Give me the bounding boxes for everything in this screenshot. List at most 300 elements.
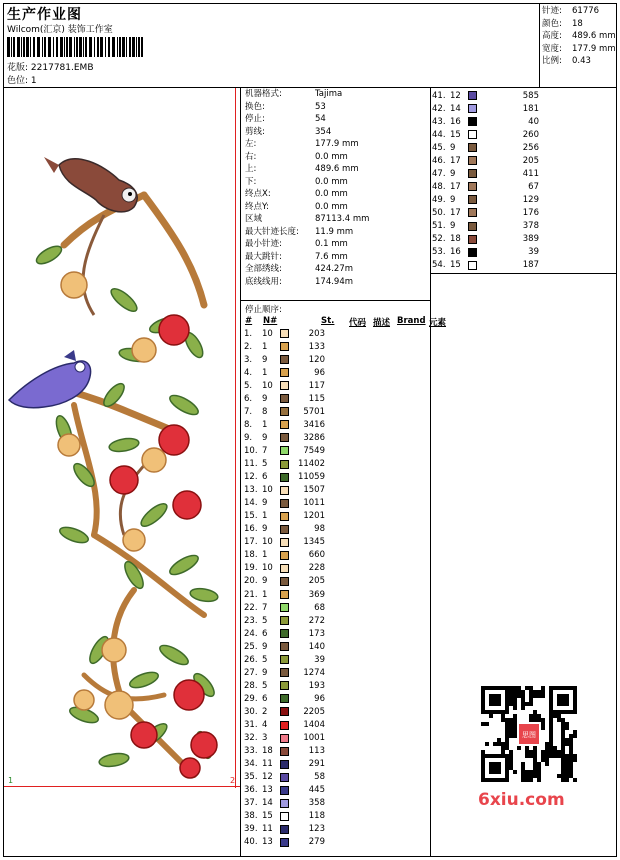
color-stop-row bbox=[244, 692, 325, 705]
needle-number: 9 bbox=[450, 142, 456, 153]
stop-index: 45. bbox=[432, 142, 446, 153]
col-code: 代码 bbox=[349, 318, 367, 328]
col-desc: 描述 bbox=[373, 318, 391, 328]
info-value: 7.6 mm bbox=[315, 251, 348, 262]
color-stop-row bbox=[244, 340, 325, 353]
col-brand: Brand bbox=[397, 316, 426, 326]
stitch-count: 96 bbox=[314, 367, 325, 378]
stop-index: 50. bbox=[432, 207, 446, 218]
stop-index: 46. bbox=[432, 155, 446, 166]
stop-index: 23. bbox=[244, 615, 258, 626]
info-key: 区域 bbox=[245, 214, 263, 224]
needle-number: 15 bbox=[450, 260, 461, 271]
barcode bbox=[7, 37, 143, 57]
info-row bbox=[245, 88, 369, 101]
info-key: 最大针迹长度: bbox=[245, 226, 299, 237]
stitch-count: 118 bbox=[308, 811, 325, 822]
needle-number: 10 bbox=[262, 328, 273, 339]
color-stop-row bbox=[432, 141, 539, 154]
needle-number: 9 bbox=[262, 667, 268, 678]
needle-number: 7 bbox=[262, 445, 268, 456]
needle-number: 9 bbox=[262, 524, 268, 535]
stop-index: 26. bbox=[244, 654, 258, 665]
color-stop-row bbox=[432, 246, 539, 259]
stop-index: 34. bbox=[244, 759, 258, 770]
brown-bird-icon bbox=[44, 157, 137, 212]
stitch-count: 358 bbox=[308, 798, 325, 809]
info-key: 下: bbox=[245, 176, 257, 187]
guide-marker-left: 1 bbox=[8, 776, 14, 785]
info-key: 终点Y: bbox=[245, 201, 269, 212]
color-swatch bbox=[280, 773, 289, 782]
stitch-count: 389 bbox=[522, 234, 539, 245]
color-stop-row bbox=[432, 167, 539, 180]
stitch-count: 203 bbox=[308, 328, 325, 339]
stop-index: 1. bbox=[244, 328, 253, 339]
needle-number: 9 bbox=[262, 393, 268, 404]
stitch-count: 133 bbox=[308, 341, 325, 352]
color-swatch bbox=[468, 91, 477, 100]
stitch-count: 7549 bbox=[303, 445, 325, 456]
info-row bbox=[245, 113, 369, 126]
color-swatch bbox=[468, 222, 477, 231]
seal-text: 思图 bbox=[522, 731, 536, 740]
needle-number: 10 bbox=[262, 485, 273, 496]
stitch-count: 120 bbox=[308, 354, 325, 365]
stop-index: 42. bbox=[432, 103, 446, 114]
color-stop-row bbox=[432, 115, 539, 128]
stitch-count: 115 bbox=[308, 393, 325, 404]
color-stop-row bbox=[432, 233, 539, 246]
color-swatch bbox=[280, 681, 289, 690]
color-swatch bbox=[280, 473, 289, 482]
machine-info bbox=[245, 88, 369, 288]
color-stop-row bbox=[432, 102, 539, 115]
needle-number: 11 bbox=[262, 824, 273, 835]
info-value: 53 bbox=[315, 101, 326, 112]
stitch-count: 140 bbox=[308, 641, 325, 652]
color-swatch bbox=[280, 420, 289, 429]
stop-index: 2. bbox=[244, 341, 253, 352]
color-stop-row bbox=[244, 732, 325, 745]
column-divider bbox=[430, 87, 431, 857]
needle-number: 10 bbox=[262, 563, 273, 574]
stop-index: 12. bbox=[244, 472, 258, 483]
color-stop-row bbox=[244, 575, 325, 588]
info-value: 354 bbox=[315, 126, 332, 137]
color-swatch bbox=[280, 707, 289, 716]
info-row bbox=[245, 226, 369, 239]
stop-index: 7. bbox=[244, 406, 253, 417]
info-value: 0.1 mm bbox=[315, 239, 348, 249]
color-swatch bbox=[280, 538, 289, 547]
color-stop-row bbox=[244, 418, 325, 431]
needle-number: 18 bbox=[450, 234, 461, 245]
summary-panel bbox=[542, 5, 616, 68]
color-swatch bbox=[280, 394, 289, 403]
info-key: 机器格式: bbox=[245, 89, 282, 99]
color-swatch bbox=[280, 812, 289, 821]
stitch-count: 113 bbox=[308, 746, 325, 757]
color-stop-row bbox=[244, 510, 325, 523]
stop-index: 30. bbox=[244, 706, 258, 717]
color-stop-row bbox=[432, 220, 539, 233]
stitch-count: 1345 bbox=[303, 537, 325, 548]
color-swatch bbox=[280, 499, 289, 508]
art-divider bbox=[240, 87, 241, 857]
stitch-count: 369 bbox=[308, 589, 325, 600]
info-row bbox=[245, 188, 369, 201]
stop-index: 3. bbox=[244, 354, 253, 365]
col-stitches: St. bbox=[321, 316, 335, 326]
stitch-count: 205 bbox=[522, 155, 539, 166]
stitch-count: 279 bbox=[308, 837, 325, 848]
purple-bird-icon bbox=[9, 350, 91, 408]
color-swatch bbox=[280, 616, 289, 625]
stop-index: 52. bbox=[432, 234, 446, 245]
color-swatch bbox=[280, 629, 289, 638]
color-swatch bbox=[280, 564, 289, 573]
info-row bbox=[245, 276, 369, 289]
needle-number: 18 bbox=[262, 746, 273, 757]
needle-number: 7 bbox=[262, 602, 268, 613]
needle-number: 1 bbox=[262, 419, 268, 430]
fruit-icon bbox=[58, 272, 166, 719]
stop-index: 4. bbox=[244, 367, 253, 378]
stop-index: 53. bbox=[432, 247, 446, 258]
stitch-count: 260 bbox=[522, 129, 539, 140]
needle-number: 15 bbox=[262, 811, 273, 822]
color-swatch bbox=[468, 156, 477, 165]
company-name: Wilcom(汇京) 装饰工作室 bbox=[7, 25, 113, 35]
info-row bbox=[245, 251, 369, 264]
stop-index: 9. bbox=[244, 432, 253, 443]
needle-number: 1 bbox=[262, 341, 268, 352]
summary-width: 宽度: 177.9 mm bbox=[542, 43, 616, 54]
color-stop-row bbox=[244, 627, 325, 640]
stop-index: 27. bbox=[244, 667, 258, 678]
stitch-count: 3286 bbox=[303, 432, 325, 443]
stitch-count: 67 bbox=[528, 181, 539, 192]
stop-index: 22. bbox=[244, 602, 258, 613]
stitch-count: 256 bbox=[522, 142, 539, 153]
color-swatch bbox=[468, 130, 477, 139]
guide-line-vertical bbox=[235, 88, 236, 788]
info-key: 最小针迹: bbox=[245, 239, 282, 249]
stitch-count: 39 bbox=[528, 247, 539, 258]
color-stop-row bbox=[244, 810, 325, 823]
summary-scale: 比例: 0.43 bbox=[542, 56, 591, 66]
stop-index: 48. bbox=[432, 181, 446, 192]
color-swatch bbox=[280, 512, 289, 521]
color-stop-row bbox=[244, 392, 325, 405]
color-stop-row bbox=[244, 666, 325, 679]
stitch-count: 11059 bbox=[297, 472, 325, 483]
color-stop-row bbox=[432, 193, 539, 206]
stitch-count: 1274 bbox=[303, 667, 325, 678]
page-title: 生产作业图 bbox=[7, 7, 82, 23]
color-stop-row bbox=[244, 614, 325, 627]
stitch-count: 228 bbox=[308, 563, 325, 574]
color-swatch bbox=[280, 838, 289, 847]
needle-number: 16 bbox=[450, 116, 461, 127]
info-key: 全部绣线: bbox=[245, 264, 282, 274]
stitch-count: 173 bbox=[308, 628, 325, 639]
color-stop-row bbox=[432, 154, 539, 167]
summary-colors: 颜色: 18 bbox=[542, 18, 583, 29]
color-stop-row bbox=[244, 379, 325, 392]
stop-index: 15. bbox=[244, 511, 258, 522]
col-element: 元素 bbox=[429, 318, 447, 328]
qr-code bbox=[471, 680, 587, 808]
color-swatch bbox=[280, 721, 289, 730]
stop-index: 5. bbox=[244, 380, 253, 391]
color-swatch bbox=[280, 590, 289, 599]
color-swatch bbox=[280, 525, 289, 534]
color-swatch bbox=[280, 734, 289, 743]
info-row bbox=[245, 238, 369, 251]
color-swatch bbox=[280, 446, 289, 455]
stitch-count: 660 bbox=[308, 550, 325, 561]
needle-number: 9 bbox=[262, 641, 268, 652]
guide-marker-right: 2 bbox=[230, 776, 236, 785]
stop-index: 31. bbox=[244, 720, 258, 730]
needle-number: 13 bbox=[262, 785, 273, 796]
color-swatch bbox=[280, 642, 289, 651]
color-swatch bbox=[280, 407, 289, 416]
needle-number: 16 bbox=[450, 247, 461, 258]
stop-index: 11. bbox=[244, 459, 258, 469]
info-row bbox=[245, 151, 369, 164]
color-swatch bbox=[468, 182, 477, 191]
color-stop-row bbox=[244, 758, 325, 771]
color-stop-row bbox=[244, 327, 325, 340]
info-key: 底线线用: bbox=[245, 276, 282, 287]
color-swatch bbox=[280, 433, 289, 442]
needle-number: 17 bbox=[450, 181, 461, 192]
stitch-count: 205 bbox=[308, 576, 325, 587]
color-swatch bbox=[280, 655, 289, 664]
info-row bbox=[245, 213, 369, 226]
needle-number: 9 bbox=[450, 221, 456, 231]
summary-height: 高度: 489.6 mm bbox=[542, 31, 616, 41]
needle-number: 9 bbox=[262, 432, 268, 443]
color-swatch bbox=[280, 603, 289, 612]
stitch-count: 1201 bbox=[303, 511, 325, 522]
color-swatch bbox=[280, 747, 289, 756]
stitch-count: 2205 bbox=[303, 706, 325, 717]
color-swatch bbox=[280, 786, 289, 795]
stop-index: 32. bbox=[244, 733, 258, 744]
needle-number: 6 bbox=[262, 628, 268, 639]
col-num: # bbox=[245, 316, 253, 326]
stop-index: 24. bbox=[244, 628, 258, 639]
needle-number: 1 bbox=[262, 367, 268, 378]
color-stop-row bbox=[244, 562, 325, 575]
needle-number: 15 bbox=[450, 129, 461, 140]
color-stop-row bbox=[244, 366, 325, 379]
needle-number: 6 bbox=[262, 472, 268, 483]
stop-sequence-title: 停止顺序: bbox=[245, 305, 282, 315]
stop-index: 39. bbox=[244, 824, 258, 835]
info-key: 剪线: bbox=[245, 126, 265, 137]
color-stop-row bbox=[244, 497, 325, 510]
color-stop-row bbox=[244, 745, 325, 758]
color-stop-row bbox=[244, 536, 325, 549]
needle-number: 5 bbox=[262, 654, 268, 665]
color-swatch bbox=[468, 248, 477, 257]
stitch-count: 272 bbox=[308, 615, 325, 626]
stop-index: 49. bbox=[432, 194, 446, 205]
info-key: 左: bbox=[245, 139, 257, 149]
stop-index: 25. bbox=[244, 641, 258, 652]
needle-number: 4 bbox=[262, 720, 268, 730]
info-key: 最大跳针: bbox=[245, 251, 282, 262]
stop-index: 19. bbox=[244, 563, 258, 574]
stitch-count: 1404 bbox=[303, 720, 325, 730]
color-swatch bbox=[280, 381, 289, 390]
info-key: 换色: bbox=[245, 101, 265, 112]
info-key: 右: bbox=[245, 151, 257, 162]
stop-index: 6. bbox=[244, 393, 253, 404]
stop-index: 41. bbox=[432, 90, 446, 101]
stop-index: 35. bbox=[244, 772, 258, 783]
stitch-count: 68 bbox=[314, 602, 325, 613]
color-stop-row bbox=[244, 549, 325, 562]
color-stop-row bbox=[244, 601, 325, 614]
stop-index: 43. bbox=[432, 116, 446, 127]
color-swatch bbox=[468, 235, 477, 244]
stop-index: 51. bbox=[432, 221, 446, 231]
needle-number: 12 bbox=[262, 772, 273, 783]
guide-line-horizontal bbox=[4, 786, 240, 787]
info-row bbox=[245, 138, 369, 151]
stop-index: 38. bbox=[244, 811, 258, 822]
needle-number: 10 bbox=[262, 380, 273, 391]
info-value: 424.27m bbox=[315, 264, 354, 274]
colorway-line bbox=[7, 73, 37, 86]
stitch-count: 1001 bbox=[303, 733, 325, 744]
color-swatch bbox=[280, 760, 289, 769]
stitch-count: 193 bbox=[308, 680, 325, 691]
color-swatch bbox=[468, 261, 477, 270]
stop-index: 10. bbox=[244, 445, 258, 456]
stitch-count: 3416 bbox=[303, 419, 325, 430]
color-swatch bbox=[280, 825, 289, 834]
color-stop-row bbox=[244, 784, 325, 797]
right-list-divider bbox=[430, 273, 617, 274]
color-swatch bbox=[468, 195, 477, 204]
needle-number: 2 bbox=[262, 706, 268, 717]
stop-index: 44. bbox=[432, 129, 446, 140]
needle-number: 9 bbox=[262, 354, 268, 365]
color-stop-row bbox=[432, 89, 539, 102]
stitch-count: 445 bbox=[308, 785, 325, 796]
color-stop-row bbox=[244, 405, 325, 418]
color-stop-row bbox=[244, 705, 325, 718]
color-swatch bbox=[280, 577, 289, 586]
colorway-value: 1 bbox=[30, 76, 37, 86]
color-swatch bbox=[280, 329, 289, 338]
info-value: 0.0 mm bbox=[315, 201, 348, 212]
info-value: 0.0 mm bbox=[315, 151, 348, 162]
info-row bbox=[245, 163, 369, 176]
color-swatch bbox=[280, 694, 289, 703]
info-value: 0.0 mm bbox=[315, 189, 348, 199]
stitch-count: 378 bbox=[522, 221, 539, 231]
stop-index: 8. bbox=[244, 419, 253, 430]
color-stop-row bbox=[244, 431, 325, 444]
color-stop-row bbox=[244, 640, 325, 653]
color-stop-row bbox=[432, 180, 539, 193]
color-swatch bbox=[280, 668, 289, 677]
stitch-count: 98 bbox=[314, 524, 325, 535]
stop-index: 29. bbox=[244, 693, 258, 704]
info-value: 11.9 mm bbox=[315, 226, 354, 237]
color-stop-row bbox=[432, 128, 539, 141]
info-row bbox=[245, 201, 369, 214]
needle-number: 11 bbox=[262, 759, 273, 770]
stitch-count: 40 bbox=[528, 116, 539, 127]
stop-index: 47. bbox=[432, 168, 446, 179]
col-needle: N# bbox=[263, 316, 278, 326]
colorway-label: 色位: bbox=[7, 76, 29, 86]
stop-index: 16. bbox=[244, 524, 258, 535]
stop-index: 17. bbox=[244, 537, 258, 548]
color-stop-row bbox=[244, 588, 325, 601]
needle-number: 6 bbox=[262, 693, 268, 704]
color-stop-row bbox=[244, 523, 325, 536]
stitch-count: 96 bbox=[314, 693, 325, 704]
color-swatch bbox=[468, 104, 477, 113]
design-label: 花版: bbox=[7, 63, 29, 73]
design-value: 2217781.EMB bbox=[30, 63, 94, 73]
stitch-count: 187 bbox=[522, 260, 539, 271]
stitch-count: 1507 bbox=[303, 485, 325, 496]
stitch-count: 39 bbox=[314, 654, 325, 665]
stitch-count: 585 bbox=[522, 90, 539, 101]
color-swatch bbox=[280, 799, 289, 808]
needle-number: 3 bbox=[262, 733, 268, 744]
color-stop-row bbox=[432, 259, 539, 272]
color-swatch bbox=[280, 551, 289, 560]
color-swatch bbox=[468, 117, 477, 126]
color-stop-row bbox=[244, 836, 325, 849]
needle-number: 8 bbox=[262, 406, 268, 417]
color-stop-row bbox=[244, 771, 325, 784]
stitch-count: 123 bbox=[308, 824, 325, 835]
stop-index: 33. bbox=[244, 746, 258, 757]
stop-index: 28. bbox=[244, 680, 258, 691]
needle-number: 13 bbox=[262, 837, 273, 848]
needle-number: 10 bbox=[262, 537, 273, 548]
info-key: 停止: bbox=[245, 114, 265, 124]
info-row bbox=[245, 101, 369, 114]
info-value: 489.6 mm bbox=[315, 164, 359, 174]
stitch-count: 181 bbox=[522, 103, 539, 114]
color-swatch bbox=[280, 460, 289, 469]
needle-number: 9 bbox=[450, 194, 456, 205]
stop-index: 37. bbox=[244, 798, 258, 809]
needle-number: 5 bbox=[262, 459, 268, 469]
stitch-count: 1011 bbox=[303, 498, 325, 509]
color-swatch bbox=[280, 342, 289, 351]
info-row bbox=[245, 126, 369, 139]
summary-divider bbox=[539, 3, 540, 87]
color-stop-row bbox=[244, 353, 325, 366]
stop-index: 18. bbox=[244, 550, 258, 561]
info-value: Tajima bbox=[315, 89, 343, 99]
